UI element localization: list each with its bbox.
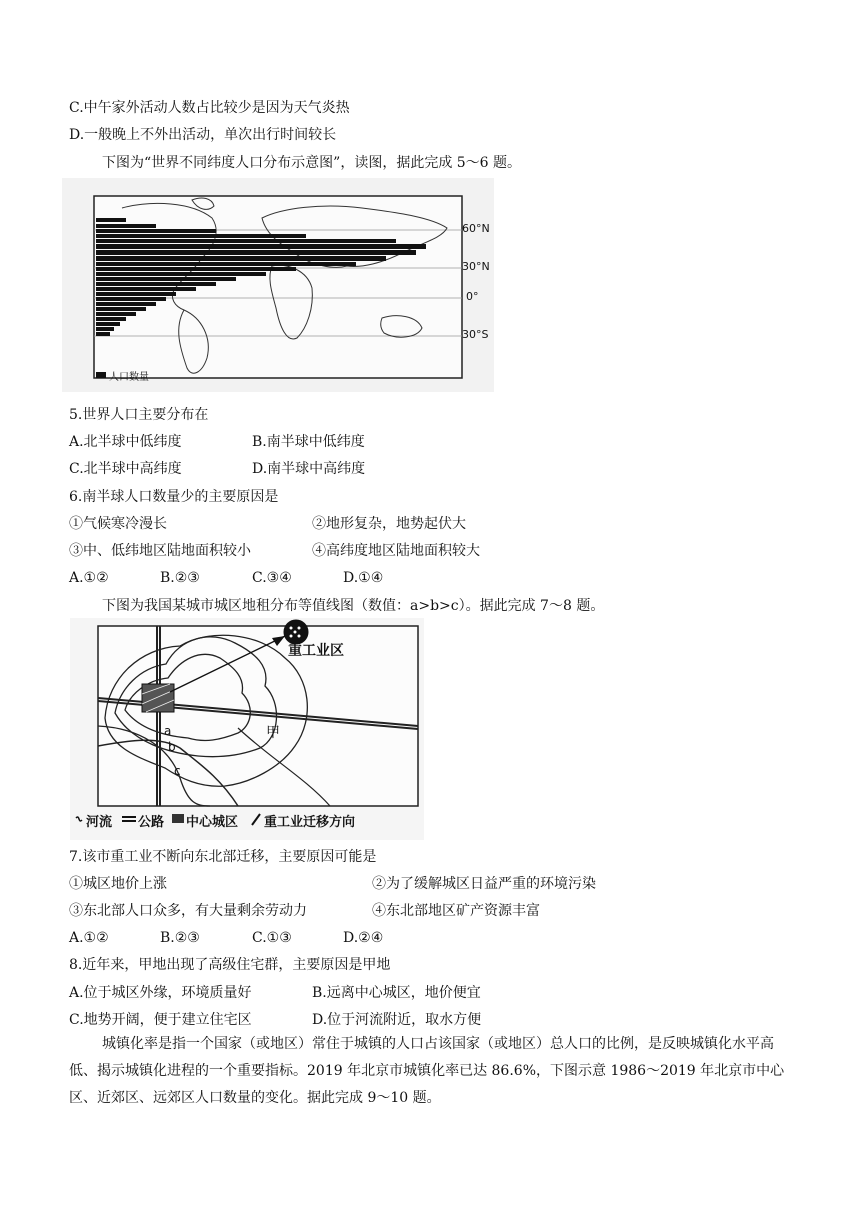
intro-9-10: 城镇化率是指一个国家（或地区）常住于城镇的人口占该国家（或地区）总人口的比例，是反映城镇化水平高低、揭示城镇化进程的一个重要指标。2019 年北京市城镇化率已达 86.6%，下图示意 1986～2019 年北京市中心区、近郊区、远郊区人口数量的变化。据此完成 9～10 题。 [69, 1036, 785, 1106]
q7-option-a[interactable]: A.①② [69, 930, 109, 946]
q7-option-c[interactable]: C.①③ [252, 930, 292, 946]
legend-migration: 重工业迁移方向 [264, 815, 356, 830]
jia-label: 甲 [266, 725, 280, 741]
q8-stem: 8.近年来，甲地出现了高级住宅群，主要原因是甲地 [69, 957, 391, 973]
q5-stem: 5.世界人口主要分布在 [69, 407, 209, 423]
q6-item-1: ①气候寒冷漫长 [69, 516, 167, 532]
legend-road: 公路 [138, 815, 165, 830]
q6-option-d[interactable]: D.①④ [343, 570, 384, 586]
q7-option-d[interactable]: D.②④ [343, 930, 384, 946]
contour-c: c [174, 764, 181, 778]
q6-option-c[interactable]: C.③④ [252, 570, 292, 586]
q7-item-1: ①城区地价上涨 [69, 876, 167, 892]
legend-river: 河流 [86, 815, 113, 830]
q8-option-c[interactable]: C.地势开阔，便于建立住宅区 [69, 1012, 252, 1028]
heavy-industry-label: 重工业区 [288, 643, 344, 659]
intro-5-6: 下图为“世界不同纬度人口分布示意图”，读图，据此完成 5～6 题。 [102, 155, 522, 171]
q7-item-3: ③东北部人口众多，有大量剩余劳动力 [69, 903, 307, 919]
q8-option-a[interactable]: A.位于城区外缘，环境质量好 [69, 985, 252, 1001]
lat-30n: 30°N [462, 260, 490, 273]
option-d-prev: D.一般晚上不外出活动，单次出行时间较长 [69, 127, 337, 143]
city-rent-map [70, 618, 424, 840]
q5-option-b[interactable]: B.南半球中低纬度 [252, 434, 365, 450]
intro-7-8: 下图为我国某城市城区地租分布等值线图（数值：a>b>c）。据此完成 7～8 题。 [102, 598, 605, 614]
q8-option-b[interactable]: B.远离中心城区，地价便宜 [312, 985, 481, 1001]
q7-stem: 7.该市重工业不断向东北部迁移，主要原因可能是 [69, 849, 377, 865]
q7-option-b[interactable]: B.②③ [160, 930, 200, 946]
lat-60n: 60°N [462, 222, 490, 235]
q6-option-b[interactable]: B.②③ [160, 570, 200, 586]
option-c-prev: C.中午家外活动人数占比较少是因为天气炎热 [69, 100, 350, 116]
contour-a: a [164, 724, 172, 738]
q6-option-a[interactable]: A.①② [69, 570, 109, 586]
lat-30s: 30°S [462, 328, 489, 341]
legend-center: 中心城区 [186, 815, 239, 830]
lat-0: 0° [466, 290, 479, 303]
q5-option-a[interactable]: A.北半球中低纬度 [69, 434, 182, 450]
contour-b: b [168, 740, 176, 754]
map1-legend: 人口数量 [109, 372, 149, 383]
q6-item-3: ③中、低纬地区陆地面积较小 [69, 543, 251, 559]
q5-option-d[interactable]: D.南半球中高纬度 [252, 461, 366, 477]
q7-item-4: ④东北部地区矿产资源丰富 [372, 903, 540, 919]
q6-item-2: ②地形复杂，地势起伏大 [312, 516, 466, 532]
q7-item-2: ②为了缓解城区日益严重的环境污染 [372, 876, 596, 892]
q6-item-4: ④高纬度地区陆地面积较大 [312, 543, 480, 559]
q5-option-c[interactable]: C.北半球中高纬度 [69, 461, 182, 477]
world-population-map [62, 178, 494, 392]
q6-stem: 6.南半球人口数量少的主要原因是 [69, 489, 279, 505]
q8-option-d[interactable]: D.位于河流附近，取水方便 [312, 1012, 482, 1028]
